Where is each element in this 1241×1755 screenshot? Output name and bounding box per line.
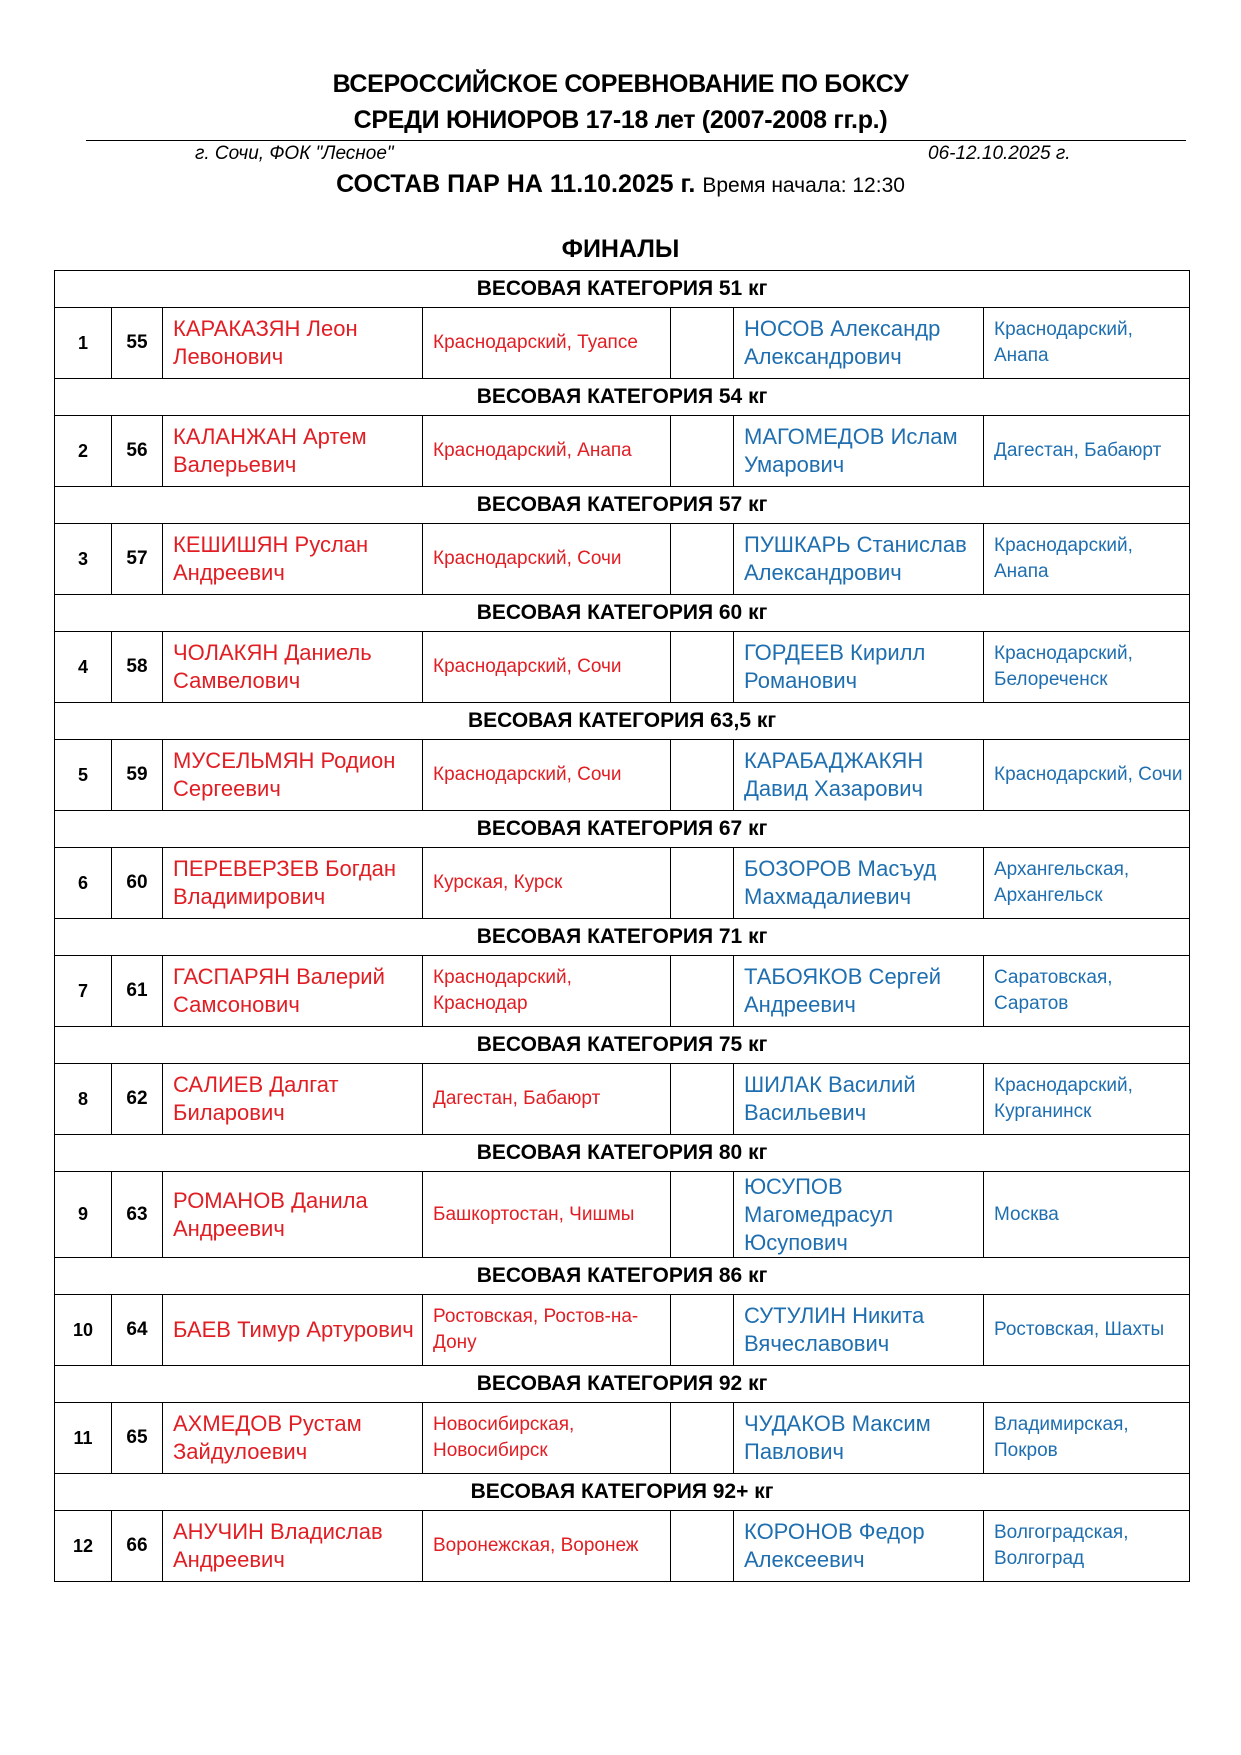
red-corner-name: РОМАНОВ Данила Андреевич [163,1172,423,1258]
blue-corner-name: ТАБОЯКОВ Сергей Андреевич [734,956,984,1027]
corner-separator [671,740,734,811]
corner-separator [671,1064,734,1135]
blue-corner-region: Ростовская, Шахты [984,1295,1190,1366]
corner-separator [671,848,734,919]
blue-corner-name: КАРАБАДЖАКЯН Давид Хазарович [734,740,984,811]
bout-number: 2 [55,416,112,487]
pair-number: 56 [112,416,163,487]
blue-corner-name: ШИЛАК Василий Васильевич [734,1064,984,1135]
blue-corner-name: БОЗОРОВ Масъуд Махмадалиевич [734,848,984,919]
bout-number: 5 [55,740,112,811]
red-corner-name: КАЛАНЖАН Артем Валерьевич [163,416,423,487]
corner-separator [671,524,734,595]
pair-number: 57 [112,524,163,595]
pair-number: 55 [112,308,163,379]
bout-row [55,1172,1190,1258]
blue-corner-region: Краснодарский, Курганинск [984,1064,1190,1135]
red-corner-region: Краснодарский, Сочи [423,632,671,703]
header-divider [86,140,1186,141]
pair-number: 65 [112,1403,163,1474]
pair-number: 64 [112,1295,163,1366]
bout-number: 7 [55,956,112,1027]
blue-corner-region: Саратовская, Саратов [984,956,1190,1027]
weight-category: ВЕСОВАЯ КАТЕГОРИЯ 92 кг [55,1366,1190,1403]
bout-row [55,1295,1190,1366]
title-line-2: СРЕДИ ЮНИОРОВ 17-18 лет (2007-2008 гг.р.) [353,106,888,134]
red-corner-region: Краснодарский, Сочи [423,740,671,811]
category-row [55,919,1190,956]
red-corner-region: Курская, Курск [423,848,671,919]
red-corner-name: ГАСПАРЯН Валерий Самсонович [163,956,423,1027]
bout-number: 11 [55,1403,112,1474]
lineup-heading [0,170,1241,199]
category-row [55,379,1190,416]
weight-category: ВЕСОВАЯ КАТЕГОРИЯ 67 кг [55,811,1190,848]
blue-corner-region: Москва [984,1172,1190,1258]
category-row [55,487,1190,524]
bout-row [55,308,1190,379]
weight-category: ВЕСОВАЯ КАТЕГОРИЯ 71 кг [55,919,1190,956]
weight-category: ВЕСОВАЯ КАТЕГОРИЯ 63,5 кг [55,703,1190,740]
weight-category: ВЕСОВАЯ КАТЕГОРИЯ 60 кг [55,595,1190,632]
bout-row [55,524,1190,595]
blue-corner-region: Краснодарский, Анапа [984,308,1190,379]
red-corner-region: Воронежская, Воронеж [423,1511,671,1582]
weight-category: ВЕСОВАЯ КАТЕГОРИЯ 86 кг [55,1258,1190,1295]
red-corner-region: Краснодарский, Сочи [423,524,671,595]
bout-row [55,740,1190,811]
bout-row [55,632,1190,703]
blue-corner-name: ЧУДАКОВ Максим Павлович [734,1403,984,1474]
weight-category: ВЕСОВАЯ КАТЕГОРИЯ 57 кг [55,487,1190,524]
red-corner-region: Дагестан, Бабаюрт [423,1064,671,1135]
bout-number: 6 [55,848,112,919]
start-time: Время начала: 12:30 [702,174,905,197]
red-corner-name: АНУЧИН Владислав Андреевич [163,1511,423,1582]
weight-category: ВЕСОВАЯ КАТЕГОРИЯ 51 кг [55,271,1190,308]
title-line-1: ВСЕРОССИЙСКОЕ СОРЕВНОВАНИЕ ПО БОКСУ [332,70,909,98]
blue-corner-region: Владимирская, Покров [984,1403,1190,1474]
category-row [55,1366,1190,1403]
corner-separator [671,956,734,1027]
bout-number: 9 [55,1172,112,1258]
bout-number: 4 [55,632,112,703]
red-corner-region: Краснодарский, Туапсе [423,308,671,379]
pair-number: 58 [112,632,163,703]
weight-category: ВЕСОВАЯ КАТЕГОРИЯ 54 кг [55,379,1190,416]
pair-number: 60 [112,848,163,919]
venue: г. Сочи, ФОК "Лесное" [195,143,394,164]
corner-separator [671,1295,734,1366]
red-corner-region: Ростовская, Ростов-на-Дону [423,1295,671,1366]
blue-corner-region: Краснодарский, Анапа [984,524,1190,595]
bout-row [55,848,1190,919]
blue-corner-name: ГОРДЕЕВ Кирилл Романович [734,632,984,703]
category-row [55,1135,1190,1172]
bout-row [55,956,1190,1027]
weight-category: ВЕСОВАЯ КАТЕГОРИЯ 80 кг [55,1135,1190,1172]
category-row [55,811,1190,848]
corner-separator [671,416,734,487]
corner-separator [671,632,734,703]
blue-corner-name: НОСОВ Александр Александрович [734,308,984,379]
category-row [55,1027,1190,1064]
pair-number: 61 [112,956,163,1027]
red-corner-region: Башкортостан, Чишмы [423,1172,671,1258]
red-corner-name: ПЕРЕВЕРЗЕВ Богдан Владимирович [163,848,423,919]
corner-separator [671,1172,734,1258]
pair-number: 59 [112,740,163,811]
bout-number: 3 [55,524,112,595]
pair-number: 62 [112,1064,163,1135]
pair-number: 66 [112,1511,163,1582]
red-corner-name: КЕШИШЯН Руслан Андреевич [163,524,423,595]
bout-number: 1 [55,308,112,379]
category-row [55,271,1190,308]
blue-corner-region: Волгоградская, Волгоград [984,1511,1190,1582]
category-row [55,1474,1190,1511]
bout-number: 12 [55,1511,112,1582]
bout-row [55,1403,1190,1474]
red-corner-region: Краснодарский, Краснодар [423,956,671,1027]
blue-corner-name: МАГОМЕДОВ Ислам Умарович [734,416,984,487]
blue-corner-region: Краснодарский, Белореченск [984,632,1190,703]
category-row [55,595,1190,632]
red-corner-name: АХМЕДОВ Рустам Зайдулоевич [163,1403,423,1474]
red-corner-region: Новосибирская, Новосибирск [423,1403,671,1474]
red-corner-name: ЧОЛАКЯН Даниель Самвелович [163,632,423,703]
bouts-table [54,270,1190,1582]
stage-title: ФИНАЛЫ [561,235,680,263]
red-corner-name: КАРАКАЗЯН Леон Левонович [163,308,423,379]
red-corner-name: БАЕВ Тимур Артурович [163,1295,423,1366]
bout-row [55,1064,1190,1135]
category-row [55,703,1190,740]
bout-number: 8 [55,1064,112,1135]
corner-separator [671,1511,734,1582]
red-corner-name: МУСЕЛЬМЯН Родион Сергеевич [163,740,423,811]
bout-number: 10 [55,1295,112,1366]
category-row [55,1258,1190,1295]
blue-corner-name: ЮСУПОВ Магомедрасул Юсупович [734,1172,984,1258]
bout-row [55,1511,1190,1582]
blue-corner-region: Архангельская, Архангельск [984,848,1190,919]
red-corner-name: САЛИЕВ Далгат Биларович [163,1064,423,1135]
lineup-title: СОСТАВ ПАР НА 11.10.2025 г. [336,170,696,198]
red-corner-region: Краснодарский, Анапа [423,416,671,487]
corner-separator [671,1403,734,1474]
weight-category: ВЕСОВАЯ КАТЕГОРИЯ 92+ кг [55,1474,1190,1511]
bout-row [55,416,1190,487]
blue-corner-region: Краснодарский, Сочи [984,740,1190,811]
blue-corner-name: КОРОНОВ Федор Алексеевич [734,1511,984,1582]
blue-corner-region: Дагестан, Бабаюрт [984,416,1190,487]
blue-corner-name: СУТУЛИН Никита Вячеславович [734,1295,984,1366]
corner-separator [671,308,734,379]
weight-category: ВЕСОВАЯ КАТЕГОРИЯ 75 кг [55,1027,1190,1064]
blue-corner-name: ПУШКАРЬ Станислав Александрович [734,524,984,595]
pair-number: 63 [112,1172,163,1258]
event-dates: 06-12.10.2025 г. [928,143,1071,164]
